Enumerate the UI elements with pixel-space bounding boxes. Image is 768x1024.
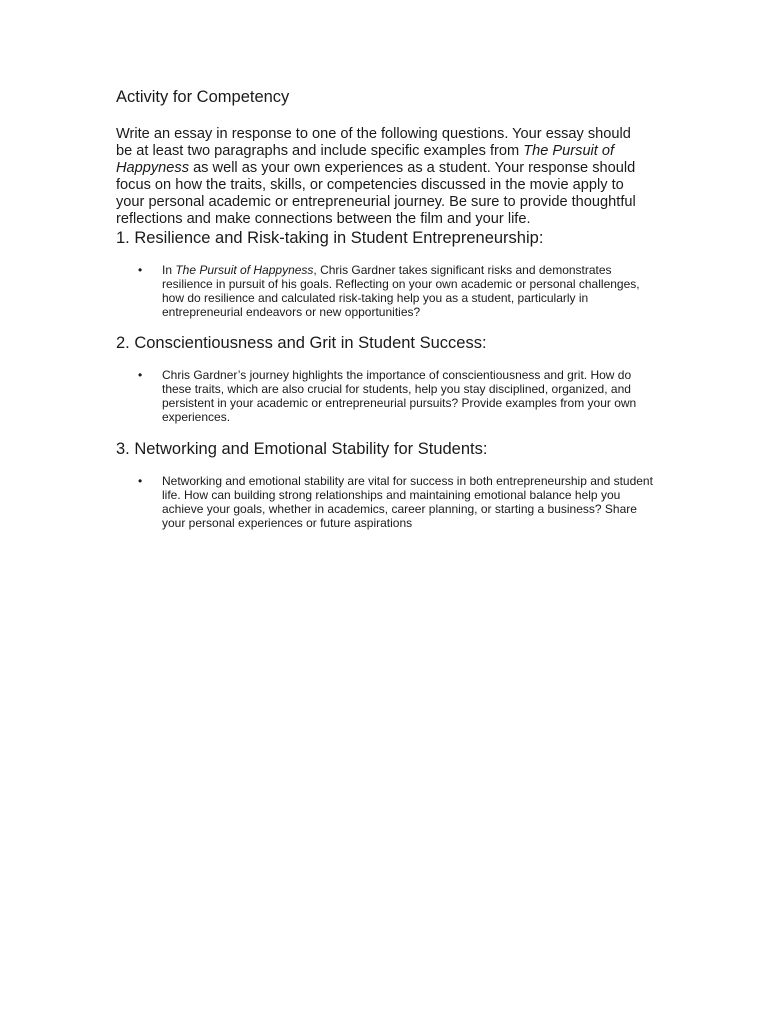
section-1-list <box>116 263 656 319</box>
section-heading-1: 1. Resilience and Risk-taking in Student Entrepreneurship: <box>116 229 544 248</box>
section-3-list <box>116 474 656 530</box>
bullet-text: , Chris Gardner takes significant risks and demonstrates resilience in pursuit of his goals. Reflecting on your own academic or personal challenges, how do resilience and calculated risk-taking help you as a student, particularly in entrepreneurial endeavors or new opportunities? <box>162 263 640 320</box>
list-item <box>116 474 662 530</box>
bullet-icon: • <box>138 263 143 278</box>
section-heading-3: 3. Networking and Emotional Stability for Students: <box>116 440 488 459</box>
bullet-prefix: In <box>162 263 176 278</box>
bullet-icon: • <box>138 474 143 489</box>
section-2-list <box>116 368 656 424</box>
list-item <box>116 368 662 424</box>
bullet-text: Networking and emotional stability are vital for success in both entrepreneurship and student life. How can building strong relationships and maintaining emotional balance help you achieve your goals, whether in academics, career planning, or starting a business? Share your personal experiences or future aspirations <box>162 474 653 531</box>
bullet-icon: • <box>138 368 143 383</box>
section-heading-2: 2. Conscientiousness and Grit in Student Success: <box>116 334 487 353</box>
intro-film-title: The Pursuit of Happyness <box>116 142 615 176</box>
intro-text-part2: as well as your own experiences as a student. Your response should focus on how the traits, skills, or competencies discussed in the movie apply to your personal academic or entrepreneurial journey. Be sure to provide thoughtful reflections and make connections between the film and your life. <box>116 159 636 227</box>
bullet-text: Chris Gardner’s journey highlights the importance of conscientiousness and grit. How do these traits, which are also crucial for students, help you stay disciplined, organized, and persistent in your academic or entrepreneurial pursuits? Provide examples from your own experiences. <box>162 368 637 425</box>
list-item <box>116 263 662 319</box>
document-page <box>116 86 656 530</box>
document-title: Activity for Competency <box>116 88 290 106</box>
intro-text-part1: Write an essay in response to one of the following questions. Your essay should be at least two paragraphs and include specific examples from <box>116 126 631 159</box>
bullet-film-title: The Pursuit of Happyness <box>175 263 314 278</box>
intro-paragraph <box>116 126 636 227</box>
